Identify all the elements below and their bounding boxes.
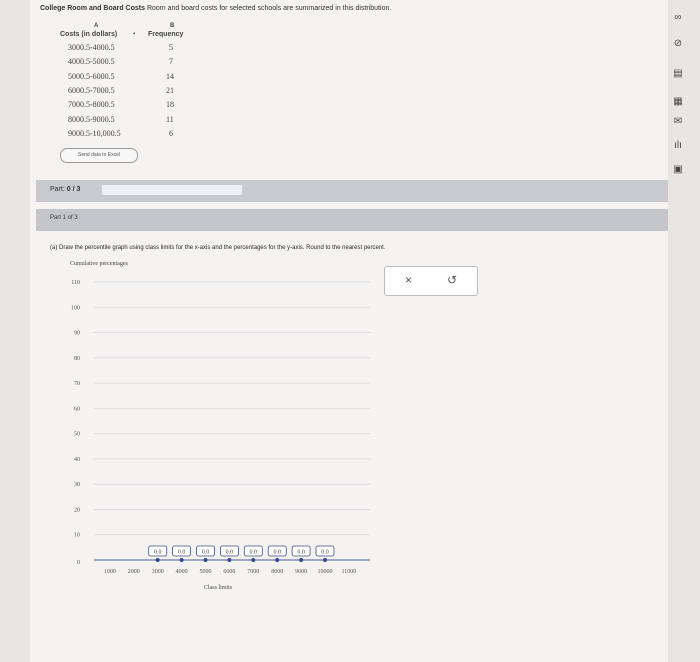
frequency-cell: 6: [169, 128, 173, 138]
point-value-label: 0.0: [177, 549, 186, 556]
column-b-letter: B: [170, 23, 175, 29]
graph-point[interactable]: [275, 558, 279, 562]
cost-range-cell: 4000.5-5000.5: [68, 57, 115, 67]
problem-title-bold: College Room and Board Costs: [40, 5, 146, 12]
x-tick-label: 6000: [223, 569, 236, 575]
costs-header: Costs (in dollars): [60, 31, 118, 38]
y-axis-title: Cumulative percentages: [70, 261, 128, 267]
header-dot: •: [133, 30, 136, 38]
x-tick-label: 3000: [151, 569, 164, 575]
problem-title-text: Room and board costs for selected schools are summarized in this distribution.: [145, 5, 392, 12]
y-tick-label: 60: [74, 406, 80, 413]
x-tick-label: 8000: [271, 569, 284, 575]
y-tick-label: 10: [74, 532, 80, 539]
y-tick-label: 50: [74, 431, 80, 438]
question-text: (a) Draw the percentile graph using class limits for the x-axis and the percentages for the y-axis. Round to the nearest percent.: [50, 245, 386, 251]
table-icon[interactable]: ▤: [673, 68, 683, 79]
x-tick-label: 9000: [295, 569, 308, 575]
x-axis-title: Class limits: [203, 585, 233, 591]
frequency-cell: 11: [166, 114, 174, 124]
undo-button[interactable]: ↺: [447, 273, 458, 287]
send-to-excel-button[interactable]: Send data to Excel: [60, 148, 138, 163]
y-tick-label: 20: [74, 507, 80, 514]
x-tick-label: 10000: [317, 569, 333, 575]
frequency-cell: 14: [166, 71, 174, 81]
graph-point[interactable]: [204, 558, 208, 562]
x-tick-label: 4000: [175, 569, 188, 575]
cost-range-cell: 8000.5-9000.5: [68, 114, 115, 124]
frequency-header: Frequency: [148, 31, 184, 38]
calculator-icon[interactable]: ▦: [673, 96, 683, 107]
part-of-label: Part 1 of 3: [50, 215, 78, 221]
x-tick-label: 7000: [247, 569, 260, 575]
y-tick-label: 70: [74, 381, 80, 388]
x-tick-label: 2000: [127, 569, 140, 575]
graph-point[interactable]: [227, 558, 231, 562]
x-tick-label: 5000: [199, 569, 212, 575]
x-tick-label: 1000: [103, 569, 116, 575]
y-tick-label: 110: [71, 280, 80, 286]
point-value-label: 0.0: [273, 549, 281, 556]
graph-point[interactable]: [156, 558, 160, 562]
cost-range-cell: 5000.5-6000.5: [68, 71, 115, 81]
cost-range-cell: 3000.5-4000.5: [68, 43, 115, 52]
part-status-label: Part: 0 / 3: [50, 186, 81, 193]
frequency-cell: 5: [169, 43, 173, 52]
chart-icon[interactable]: ılı: [674, 140, 682, 151]
cost-range-cell: 9000.5-10,000.5: [68, 128, 121, 138]
point-value-label: 0.0: [201, 549, 210, 556]
graph-point[interactable]: [323, 558, 327, 562]
point-value-label: 0.0: [297, 549, 305, 556]
y-tick-label: 90: [74, 330, 80, 337]
mail-icon[interactable]: ✉: [673, 116, 683, 127]
y-tick-label: 30: [74, 482, 80, 489]
graph-point[interactable]: [180, 558, 184, 562]
point-value-label: 0.0: [153, 549, 162, 556]
graph-point[interactable]: [299, 558, 303, 562]
point-value-label: 0.0: [321, 549, 329, 556]
column-a-letter: A: [94, 23, 99, 29]
graph-point[interactable]: [251, 558, 255, 562]
y-tick-label: 80: [74, 355, 80, 362]
clear-button[interactable]: ×: [405, 273, 413, 287]
image-icon[interactable]: ▣: [673, 164, 683, 175]
point-value-label: 0.0: [225, 549, 234, 556]
check-icon[interactable]: ⊘: [673, 38, 683, 49]
y-tick-label: 40: [74, 456, 80, 463]
frequency-cell: 7: [169, 57, 173, 67]
frequency-cell: 21: [166, 85, 174, 95]
frequency-cell: 18: [166, 100, 174, 110]
y-tick-label: 100: [71, 305, 80, 312]
infinity-icon[interactable]: ∞: [674, 12, 682, 23]
point-value-label: 0.0: [249, 549, 258, 556]
y-tick-label: 0: [77, 560, 80, 566]
x-tick-label: 11000: [341, 569, 357, 575]
cost-range-cell: 7000.5-8000.5: [68, 100, 115, 110]
cost-range-cell: 6000.5-7000.5: [68, 85, 115, 95]
